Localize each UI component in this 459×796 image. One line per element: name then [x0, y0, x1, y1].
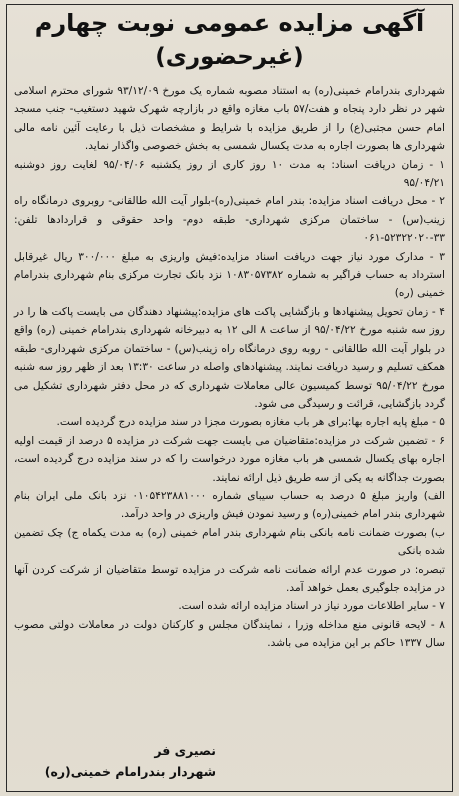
notice-subtitle: (غیرحضوری)	[155, 44, 304, 70]
guarantee-option-a: الف) واریز مبلغ ۵ درصد به حساب سیبای شماره ۰۱۰۵۴۲۳۸۸۱۰۰۰ نزد بانک ملی ایران بنام شهرداری بندر امام خمینی(ره) و رسید نمودن فیش واریزی در واحد درآمد.	[14, 489, 446, 521]
clause-7-other-info: ۷ - سایر اطلاعات مورد نیاز در اسناد مزایده ارائه شده است.	[178, 600, 445, 613]
signature-block	[16, 740, 216, 782]
clause-5-base-rent: ۵ - مبلغ پایه اجاره بها:برای هر باب مغازه بصورت مجزا در سند مزایده درج گردیده است.	[56, 416, 445, 429]
signatory-position: شهردار بندرامام خمینی(ره)	[44, 764, 216, 779]
clause-3-required-documents: ۳ - مدارک مورد نیاز جهت دریافت اسناد مزایده:فیش واریزی به مبلغ ۳۰۰/۰۰۰ ریال غیرقابل استرداد به حساب فراگیر به شماره ۱۰۸۳۰۵۷۳۸۲ نزد بانک تجارت مرکزی بنام شهرداری بندرامام خمینی (ره)	[14, 250, 445, 300]
notice-body	[14, 82, 445, 653]
note-paragraph: تبصره: در صورت عدم ارائه ضمانت نامه شرکت در مزایده توسط متقاضیان از شرکت کردن آنها در مزایده جلوگیری بعمل خواهد آمد.	[14, 563, 445, 594]
clause-8-legal: ۸ - لایحه قانونی منع مداخله وزرا ، نمایندگان مجلس و کارکنان دولت در معاملات دولتی مصوب سال ۱۳۳۷ حاکم بر این مزایده می باشد.	[14, 618, 445, 650]
clause-6-guarantee: ۶ - تضمین شرکت در مزایده:متقاضیان می بایست جهت شرکت در مزایده ۵ درصد از قیمت اولیه اجاره بهای یکسال شمسی هر باب مغازه مورد درخواست را که در سند مزایده درج گردیده است، بصورت جداگانه به یکی از سه طریق ذیل ارائه نمایند.	[14, 434, 445, 484]
intro-paragraph: شهرداری بندرامام خمینی(ره) به استناد مصوبه شماره یک مورخ ۹۳/۱۲/۰۹ شورای محترم اسلامی شهر در نظر دارد پنجاه و هفت/۵۷ باب مغازه واقع در بازارچه شهرک شهید دستغیب- جنب مسجد امام حسن مجتبی(ع) را از طریق مزایده با شرایط و مشخصات ذیل با رعایت آئین نامه مالی شهرداری ها بصورت اجاره به مدت یکسال شمسی به بخش خصوصی واگذار نماید.	[14, 85, 445, 153]
clause-1-documents-time: ۱ - زمان دریافت اسناد: به مدت ۱۰ روز کاری از روز یکشنبه ۹۵/۰۴/۰۶ لغایت روز دوشنبه ۹۵/۰۴/۲۱	[14, 158, 445, 190]
notice-title: آگهی مزایده عمومی نوبت چهارم	[34, 9, 425, 37]
clause-2-documents-location: ۲ - محل دریافت اسناد مزایده: بندر امام خمینی(ره)-بلوار آیت الله طالقانی- روبروی درمانگاه راه زینب(س) - ساختمان مرکزی شهرداری- طبقه دوم- واحد حقوقی و قراردادها تلفن: ۳۳-۵۲۳۲۲۰۲۰-۰۶۱	[14, 195, 445, 245]
clause-4-submission-time: ۴ - زمان تحویل پیشنهادها و بازگشایی پاکت های مزایده:پیشنهاد دهندگان می بایست پاکت ها را در روز سه شنبه مورخ ۹۵/۰۴/۲۲ از ساعت ۸ الی ۱۲ به دبیرخانه شهرداری بندرامام خمینی (ره) واقع در بلوار آیت الله طالقانی - روبه روی درمانگاه راه زینب(س) - ساختمان مرکزی شهرداری- طبقه همکف تسلیم و رسید دریافت نمایند. پیشنهادهای واصله در ساعت ۱۳:۳۰ بعد از ظهر روز سه شنبه مورخ ۹۵/۰۴/۲۲ توسط کمیسیون عالی معاملات شهرداری که در محل دفتر شهرداری تشکیل می گردد بازگشایی، قرائت و رسیدگی می شود.	[14, 305, 445, 410]
guarantee-option-b-c: ب) بصورت ضمانت نامه بانکی بنام شهرداری بندر امام خمینی (ره) به مدت یکماه ج) چک تضمین شده بانکی	[14, 526, 445, 558]
signatory-name: نصیری فر	[154, 743, 216, 758]
